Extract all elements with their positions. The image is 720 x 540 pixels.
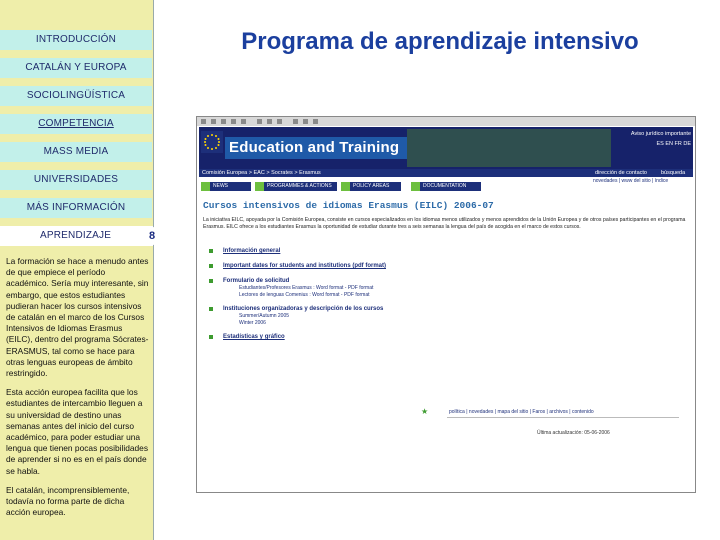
list-item: [209, 305, 679, 326]
tab-label: DOCUMENTATION: [423, 183, 467, 189]
eu-flag-icon: [201, 131, 223, 153]
nav-mass-media[interactable]: [0, 142, 152, 162]
bullet-icon: [209, 307, 213, 311]
nav-label: APRENDIZAJE: [40, 230, 112, 241]
content-list: [209, 247, 679, 348]
browser-screenshot: [196, 116, 696, 493]
bullet-icon: [209, 279, 213, 283]
page-title: Programa de aprendizaje intensivo: [241, 28, 639, 55]
paragraph: Esta acción europea facilita que los estudiantes de intercambio lleguen a su universidad de destino unas semanas antes del inicio del curso académico, para poder estudiar una lengua que tienen pocas posibilidades de aprender si no es en el país donde se habla.: [6, 387, 149, 476]
page-number: 8: [143, 227, 161, 245]
nav-label: COMPETENCIA: [38, 118, 114, 129]
tab-documentation[interactable]: [411, 182, 481, 191]
edit-icon: [313, 119, 318, 124]
list-item[interactable]: [209, 333, 679, 341]
forward-icon: [211, 119, 216, 124]
sidebar-divider: [153, 0, 154, 540]
search-link[interactable]: búsqueda: [661, 170, 686, 176]
nav-universidades[interactable]: [0, 170, 152, 190]
nav-aprendizaje[interactable]: [0, 226, 153, 246]
item-heading: Instituciones organizadoras y descripción de los cursos: [223, 306, 384, 312]
bullet-icon: [209, 335, 213, 339]
nav-competencia[interactable]: [0, 114, 152, 134]
item-link[interactable]: Información general: [223, 248, 281, 254]
sidebar: [0, 0, 154, 540]
item-link[interactable]: Important dates for students and institutions (pdf format): [223, 263, 386, 269]
nav-mas-informacion[interactable]: [0, 198, 152, 218]
stop-icon: [221, 119, 226, 124]
content-intro: La iniciativa EILC, apoyada por la Comisión Europea, consiste en cursos especializados en los idiomas menos utilizados y menos aprendidos de la Unión Europea y de otros países participantes en el programa Erasmus. EILC ofrece a los estudiantes Erasmus la oportunidad de estudiar durante tres a seis semanas la lengua del país de acogida en el marco de estos cursos.: [203, 217, 686, 230]
home-icon: [241, 119, 246, 124]
banner-right-links: [611, 129, 691, 149]
tab-square-icon: [255, 182, 264, 191]
history-icon: [277, 119, 282, 124]
banner-photo: [407, 129, 611, 167]
print-icon: [303, 119, 308, 124]
breadcrumb-path[interactable]: Comisión Europea > EAC > Socrates > Erasmus: [202, 170, 321, 176]
browser-toolbar: [197, 117, 695, 126]
sub-item[interactable]: Estudiantes/Profesores Erasmus : Word format - PDF format: [239, 285, 374, 291]
tab-square-icon: [341, 182, 350, 191]
nav-label: SOCIOLINGÜÍSTICA: [26, 90, 126, 101]
sub-item[interactable]: Lectores de lenguas Comenius : Word format - PDF format: [239, 291, 370, 298]
site-banner: [199, 127, 693, 169]
tab-label: PROGRAMMES & ACTIONS: [267, 183, 332, 189]
eu-star-icon: ★: [421, 407, 429, 416]
site-tabs: [199, 182, 693, 192]
tab-programmes[interactable]: [255, 182, 337, 191]
refresh-icon: [231, 119, 236, 124]
legal-notice-link[interactable]: Aviso jurídico importante: [630, 131, 691, 137]
bullet-icon: [209, 249, 213, 253]
list-item: [209, 277, 679, 298]
item-link[interactable]: Estadísticas y gráfico: [223, 334, 285, 340]
sub-item[interactable]: Winter 2006: [239, 319, 266, 326]
nav-sociolinguistica[interactable]: [0, 86, 152, 106]
list-item[interactable]: [209, 247, 679, 255]
tab-label: POLICY AREAS: [353, 183, 390, 189]
item-heading: Formulario de solicitud: [223, 278, 290, 284]
search-icon: [257, 119, 262, 124]
content-title: Cursos intensivos de idiomas Erasmus (EILC) 2006-07: [203, 200, 494, 211]
tab-square-icon: [411, 182, 420, 191]
sub-item[interactable]: Summer/Autumn 2005: [239, 313, 290, 319]
tab-news[interactable]: [201, 182, 251, 191]
back-icon: [201, 119, 206, 124]
favorites-icon: [267, 119, 272, 124]
footer-divider: [447, 417, 679, 418]
bullet-icon: [209, 264, 213, 268]
nav-label: CATALÁN Y EUROPA: [25, 62, 127, 73]
paragraph: La formación se hace a menudo antes de que empiece el período académico. Sería muy interesante, sin embargo, que estos estudiantes pudieran hacer los cursos intensivos de catalán en el marco de los Cursos Intensivos de Idiomas Erasmus (EILC), dentro del programa Sócrates-ERASMUS, tal como se hace para otras lenguas europeas de ámbito restringido.: [6, 256, 149, 379]
nav-catalan-y-europa[interactable]: [0, 58, 152, 78]
breadcrumb: [199, 169, 693, 177]
nav-label: INTRODUCCIÓN: [35, 34, 117, 45]
list-item[interactable]: [209, 262, 679, 270]
last-updated: Última actualización: 05-06-2006: [537, 430, 610, 436]
contact-link[interactable]: dirección de contacto: [595, 170, 647, 176]
nav-introduccion[interactable]: [0, 30, 152, 50]
nav-label: MASS MEDIA: [43, 146, 109, 157]
tab-square-icon: [201, 182, 210, 191]
mail-icon: [293, 119, 298, 124]
footer-links[interactable]: política | novedades | mapa del sitio | Faros | archivos | contenido: [449, 409, 594, 415]
nav-label: MÁS INFORMACIÓN: [26, 202, 126, 213]
paragraph: El catalán, incomprensiblemente, todavía no forma parte de dicha acción europea.: [6, 484, 130, 518]
tab-label: NEWS: [213, 183, 228, 189]
sidebar-description: [6, 256, 150, 526]
nav-label: UNIVERSIDADES: [33, 174, 119, 185]
language-selector[interactable]: ES EN FR DE: [656, 141, 691, 147]
tab-policy-areas[interactable]: [341, 182, 401, 191]
banner-title: Education and Training: [229, 139, 400, 156]
service-links[interactable]: novedades | www del sitio | índice: [593, 178, 669, 184]
